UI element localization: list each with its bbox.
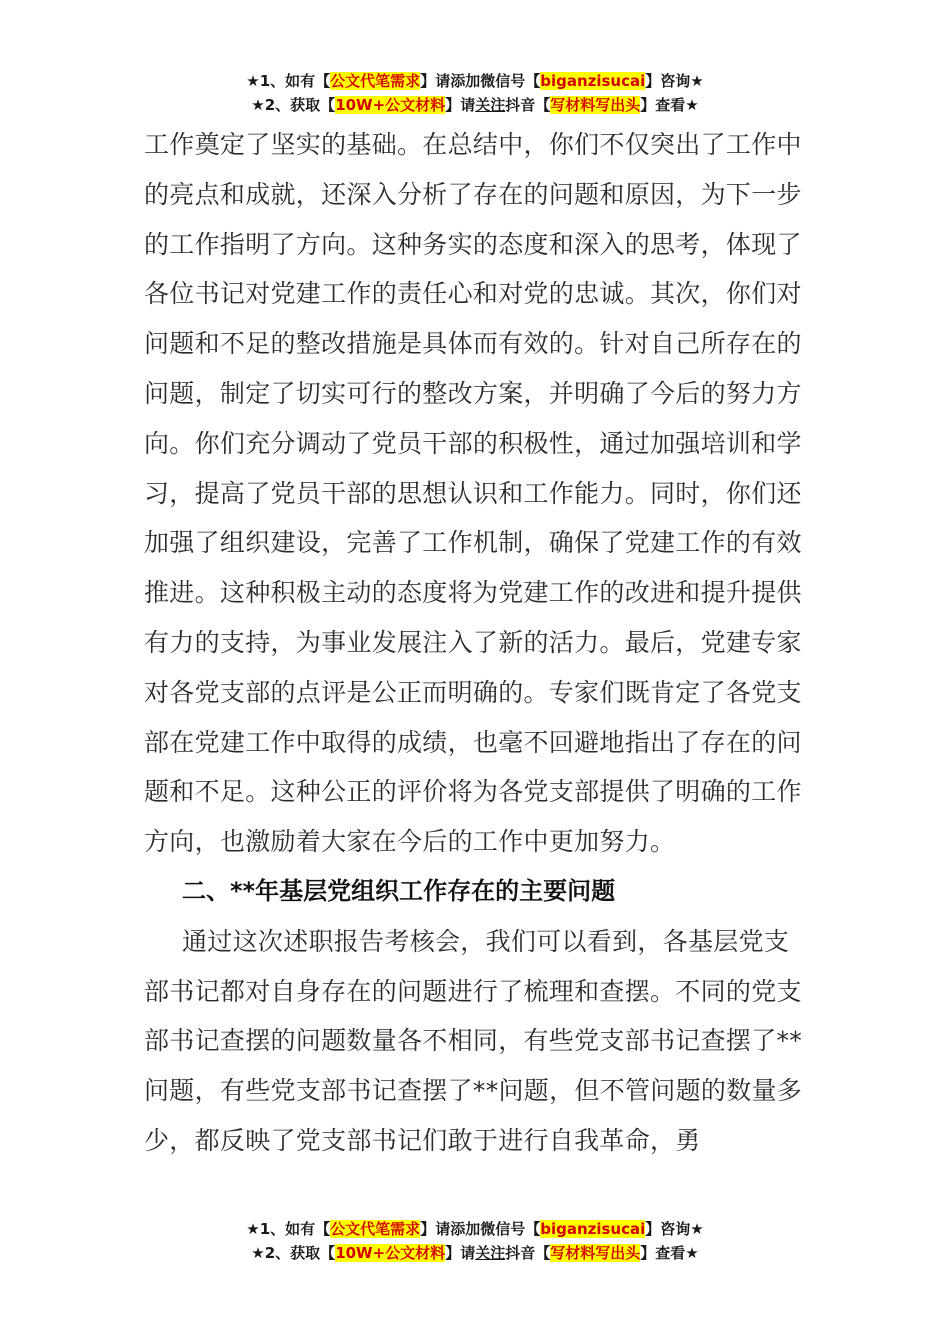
promo-text: 】查看★ — [640, 96, 699, 114]
promo-text: ★2、获取【 — [251, 96, 336, 114]
promo-highlight: 10W+公文材料 — [335, 1244, 446, 1262]
promo-text: ★1、如有【 — [246, 72, 331, 90]
promo-text: 】查看★ — [640, 1244, 699, 1262]
body-paragraph-1: 工作奠定了坚实的基础。在总结中，你们不仅突出了工作中的亮点和成就，还深入分析了存在的问题和原因，为下一步的工作指明了方向。这种务实的态度和深入的思考，体现了各位书记对党建工作的责任心和对党的忠诚。其次，你们对问题和不足的整改措施是具体而有效的。针对自己所存在的问题，制定了切实可行的整改方案，并明确了今后的努力方向。你们充分调动了党员干部的积极性，通过加强培训和学习，提高了党员干部的思想认识和工作能力。同时，你们还加强了组织建设，完善了工作机制，确保了党建工作的有效推进。这种积极主动的态度将为党建工作的改进和提升提供有力的支持，为事业发展注入了新的活力。最后，党建专家对各党支部的点评是公正而明确的。专家们既肯定了各党支部在党建工作中取得的成绩，也毫不回避地指出了存在的问题和不足。这种公正的评价将为各党支部提供了明确的工作方向，也激励着大家在今后的工作中更加努力。 — [144, 130, 802, 857]
promo-text: 】咨询★ — [645, 72, 704, 90]
promo-text: 抖音【 — [505, 96, 551, 114]
promo-text: ★2、获取【 — [251, 1244, 336, 1262]
wechat-id-highlight: biganzisucai — [540, 72, 646, 90]
promo-line-2 — [0, 1242, 950, 1266]
douyin-account-highlight: 写材料写出头 — [550, 96, 641, 114]
promo-highlight: 公文代笔需求 — [330, 72, 421, 90]
promo-text: ★1、如有【 — [246, 1220, 331, 1238]
promo-line-1 — [0, 1218, 950, 1242]
promo-text: 】请添加微信号【 — [420, 72, 541, 90]
promo-text: 】请 — [445, 96, 476, 114]
section-heading-2: 二、**年基层党组织工作存在的主要问题 — [182, 876, 616, 905]
promo-underlined: 关注 — [475, 96, 506, 114]
promo-text: 】请添加微信号【 — [420, 1220, 541, 1238]
promo-underlined: 关注 — [475, 1244, 506, 1262]
wechat-id-highlight: biganzisucai — [540, 1220, 646, 1238]
promo-banner-top — [0, 70, 950, 118]
promo-highlight: 10W+公文材料 — [335, 96, 446, 114]
body-paragraph-2: 通过这次述职报告考核会，我们可以看到，各基层党支部书记都对自身存在的问题进行了梳理和查摆。不同的党支部书记查摆的问题数量各不相同，有些党支部书记查摆了**问题，有些党支部书记查摆了**问题，但不管问题的数量多少，都反映了党支部书记们敢于进行自我革命，勇 — [144, 926, 803, 1155]
promo-text: 】咨询★ — [645, 1220, 704, 1238]
promo-line-1 — [0, 70, 950, 94]
promo-banner-bottom — [0, 1218, 950, 1266]
promo-text: 抖音【 — [505, 1244, 551, 1262]
promo-text: 】请 — [445, 1244, 476, 1262]
douyin-account-highlight: 写材料写出头 — [550, 1244, 641, 1262]
promo-line-2 — [0, 94, 950, 118]
promo-highlight: 公文代笔需求 — [330, 1220, 421, 1238]
document-body — [144, 120, 814, 1166]
